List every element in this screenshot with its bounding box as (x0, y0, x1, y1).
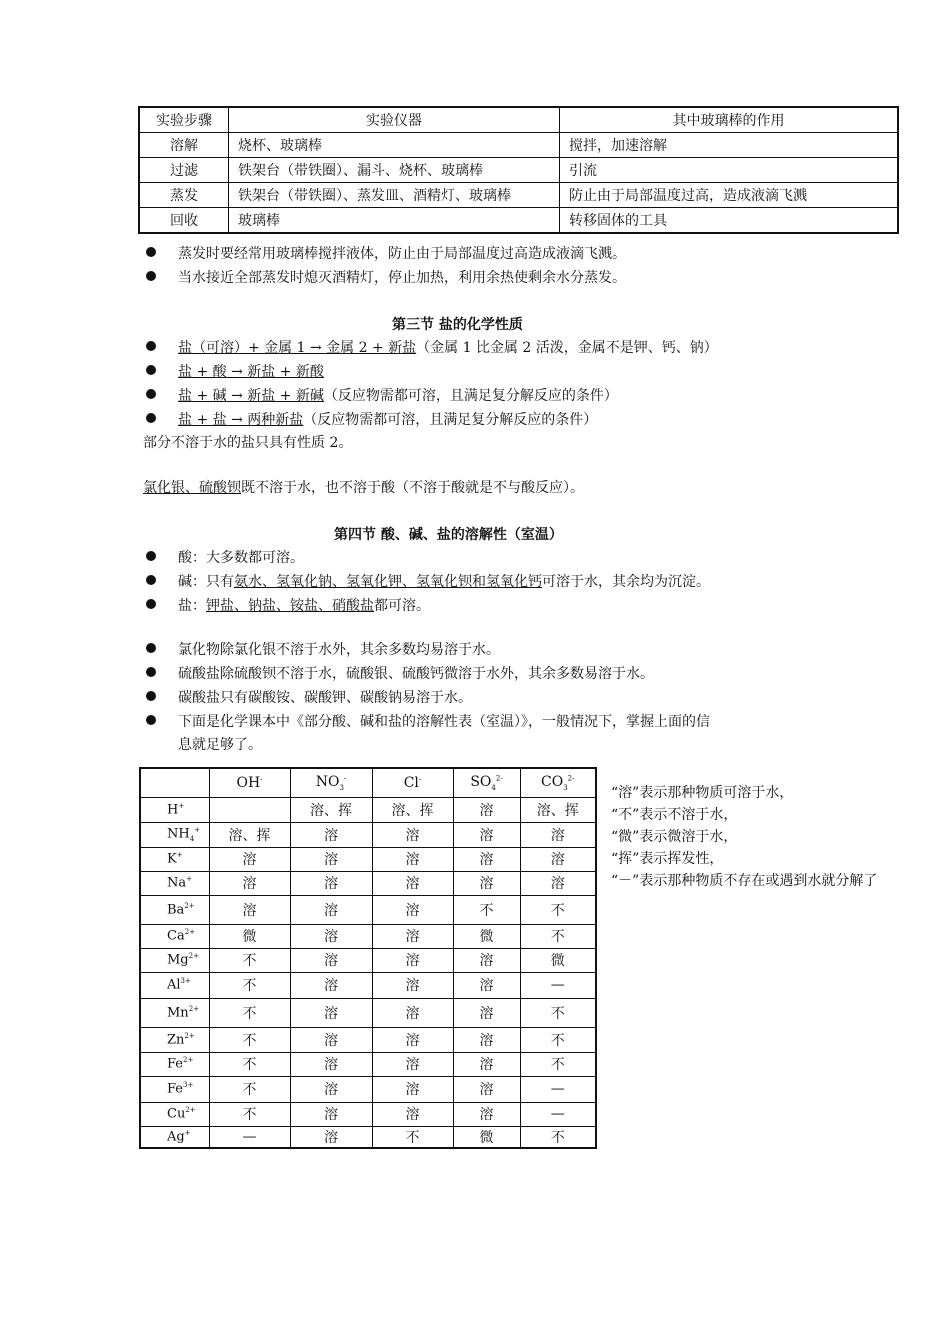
ion-symbol: NH (167, 826, 190, 842)
ion-charge: 2- (495, 774, 503, 783)
bullet-icon (146, 271, 156, 281)
role-cell: 引流 (560, 158, 899, 183)
bullet-item: 碳酸盐只有碳酸铵、碳酸钾、碳酸钠易溶于水。 (146, 688, 472, 708)
ion-symbol: Mn (167, 1005, 189, 1021)
solubility-cell: 溶 (372, 871, 453, 895)
ion-symbol: CO (541, 773, 564, 790)
solubility-cell: 溶 (372, 1027, 453, 1052)
solubility-cell: 溶 (290, 1126, 372, 1148)
cation-header (140, 948, 209, 972)
table-row (139, 208, 898, 234)
solubility-cell: 溶 (209, 847, 290, 871)
role-cell: 搅拌，加速溶解 (560, 133, 899, 158)
ion-charge: 2+ (184, 1031, 195, 1040)
step-cell: 蒸发 (139, 183, 229, 208)
solubility-cell: 微 (453, 1126, 520, 1148)
anion-header (290, 768, 372, 797)
role-cell: 防止由于局部温度过高，造成液滴飞溅 (560, 183, 899, 208)
solubility-cell: 溶 (372, 924, 453, 948)
solubility-cell: 溶 (290, 924, 372, 948)
solubility-cell: 溶 (453, 847, 520, 871)
ion-charge: - (260, 775, 263, 784)
equipment-cell: 烧杯、玻璃棒 (229, 133, 560, 158)
solubility-cell: 溶 (372, 972, 453, 998)
ion-charge: + (178, 801, 185, 810)
bullet-icon (146, 389, 156, 399)
bullet-item: 盐：钾盐、钠盐、铵盐、硝酸盐都可溶。 (146, 596, 430, 616)
solubility-cell (209, 797, 290, 822)
solubility-cell: 溶 (290, 1102, 372, 1126)
solubility-cell: 溶 (453, 1052, 520, 1076)
ion-charge: 2+ (188, 952, 199, 961)
solubility-cell: 溶 (453, 948, 520, 972)
solubility-cell: 溶 (453, 972, 520, 998)
solubility-cell: 不 (209, 998, 290, 1027)
equipment-cell: 玻璃棒 (229, 208, 560, 234)
solubility-cell: 溶 (453, 1076, 520, 1102)
solubility-cell: 溶 (372, 1052, 453, 1076)
ion-charge: 3+ (180, 977, 191, 986)
solubility-cell: 溶 (453, 998, 520, 1027)
solubility-cell: 溶 (520, 871, 596, 895)
solubility-cell: 溶 (290, 871, 372, 895)
ion-charge: + (176, 851, 183, 860)
solubility-cell: 溶 (372, 1076, 453, 1102)
table-row (139, 183, 898, 208)
ion-charge: - (418, 775, 422, 784)
ion-symbol: NO (315, 773, 340, 790)
solubility-cell: 溶、挥 (290, 797, 372, 822)
anion-header (372, 768, 453, 797)
solubility-cell: 溶 (372, 1102, 453, 1126)
table-row (140, 998, 596, 1027)
solubility-cell: 溶 (453, 1102, 520, 1126)
bullet-icon (146, 643, 156, 653)
ion-symbol: Ca (167, 928, 185, 944)
ion-charge: 2+ (184, 901, 195, 910)
table-row (140, 895, 596, 924)
solubility-cell: 不 (520, 1052, 596, 1076)
legend-item: “溶”表示那种物质可溶于水， (611, 785, 794, 801)
solubility-cell: 微 (520, 948, 596, 972)
solubility-cell: — (209, 1126, 290, 1148)
ion-charge: 3+ (183, 1081, 194, 1090)
solubility-cell: 溶 (520, 822, 596, 847)
cation-header (140, 1126, 209, 1148)
anion-header-row (140, 768, 596, 797)
solubility-cell: 溶、挥 (209, 822, 290, 847)
bullet-icon (146, 413, 156, 423)
solubility-cell: 溶 (372, 998, 453, 1027)
table-row (140, 1052, 596, 1076)
solubility-cell: 不 (209, 1052, 290, 1076)
solubility-cell: 不 (520, 924, 596, 948)
ion-charge: 2+ (183, 1056, 194, 1065)
table-row (140, 1102, 596, 1126)
step-cell: 过滤 (139, 158, 229, 183)
table-row (139, 158, 898, 183)
note-text: 氯化银、硫酸钡既不溶于水，也不溶于酸（不溶于酸就是不与酸反应）。 (143, 480, 584, 496)
solubility-cell: 溶 (372, 895, 453, 924)
corner-cell (140, 768, 209, 797)
bullet-item: 盐 + 盐 → 两种新盐（反应物需都可溶，且满足复分解反应的条件） (146, 410, 597, 430)
solubility-cell: 溶 (290, 1027, 372, 1052)
anion-header (453, 768, 520, 797)
table-row (140, 924, 596, 948)
ion-subscript: 4 (491, 783, 496, 792)
cation-header (140, 895, 209, 924)
legend-item: “不”表示不溶于水， (611, 807, 738, 823)
ion-symbol: Al (167, 977, 181, 993)
solubility-cell: 溶 (209, 871, 290, 895)
cation-header (140, 797, 209, 822)
solubility-cell: 溶 (520, 847, 596, 871)
ion-symbol: Ag (167, 1129, 185, 1145)
bullet-icon (146, 247, 156, 257)
table-row (140, 972, 596, 998)
ion-charge: + (184, 1128, 191, 1137)
equipment-cell: 铁架台（带铁圈）、蒸发皿、酒精灯、玻璃棒 (229, 183, 560, 208)
ion-symbol: H (167, 802, 179, 818)
ion-symbol: Fe (167, 1056, 184, 1072)
solubility-cell: 溶 (290, 847, 372, 871)
table-row (140, 948, 596, 972)
solubility-cell: 不 (209, 948, 290, 972)
solubility-cell: 不 (520, 895, 596, 924)
table-row (139, 133, 898, 158)
ion-charge: 2+ (184, 928, 196, 937)
solubility-cell: 溶 (453, 871, 520, 895)
solubility-cell: 微 (453, 924, 520, 948)
ion-charge: 2+ (188, 1004, 200, 1013)
solubility-cell: 不 (520, 1027, 596, 1052)
cation-header (140, 998, 209, 1027)
table-row (140, 847, 596, 871)
legend-item: “－”表示那种物质不存在或遇到水就分解了 (611, 873, 878, 889)
legend (611, 782, 877, 892)
cation-header (140, 1052, 209, 1076)
ion-subscript: 3 (339, 783, 344, 792)
ion-charge: - (343, 774, 347, 783)
cation-header (140, 871, 209, 895)
solubility-cell: 不 (209, 1102, 290, 1126)
equipment-cell: 铁架台（带铁圈）、漏斗、烧杯、玻璃棒 (229, 158, 560, 183)
ion-charge: + (194, 826, 201, 835)
solubility-cell: 溶 (453, 797, 520, 822)
bullet-item: 酸：大多数都可溶。 (146, 548, 304, 568)
continuation-text: 息就足够了。 (178, 737, 262, 753)
bullet-note: 蒸发时要经常用玻璃棒搅拌液体，防止由于局部温度过高造成液滴飞溅。 (146, 244, 626, 264)
bullet-item: 盐 + 碱 → 新盐 + 新碱（反应物需都可溶，且满足复分解反应的条件） (146, 386, 618, 406)
solubility-cell: 溶 (372, 847, 453, 871)
bullet-icon (146, 667, 156, 677)
anion-header (520, 768, 596, 797)
cation-header (140, 847, 209, 871)
ion-symbol: SO (470, 773, 492, 790)
note-text: 部分不溶于水的盐只具有性质 2。 (143, 435, 353, 451)
solubility-cell: — (520, 972, 596, 998)
ion-subscript: 4 (189, 834, 195, 843)
ion-symbol: Fe (167, 1081, 184, 1097)
cation-header (140, 1102, 209, 1126)
ion-symbol: Ba (167, 902, 185, 918)
experiment-table (138, 106, 899, 234)
cation-header (140, 1076, 209, 1102)
table-row (140, 1076, 596, 1102)
solubility-cell: 不 (453, 895, 520, 924)
column-header: 实验仪器 (229, 107, 560, 133)
column-header: 其中玻璃棒的作用 (560, 107, 899, 133)
legend-item: “微”表示微溶于水， (611, 829, 738, 845)
anion-header (209, 768, 290, 797)
solubility-cell: 溶 (290, 1052, 372, 1076)
bullet-icon (146, 575, 156, 585)
cation-header (140, 924, 209, 948)
table-row (140, 871, 596, 895)
section-title: 第三节 盐的化学性质 (392, 317, 523, 333)
ion-symbol: Na (167, 875, 187, 891)
ion-symbol: Zn (167, 1032, 185, 1048)
bullet-item: 碱：只有氨水、氢氧化钠、氢氧化钾、氢氧化钡和氢氧化钙可溶于水，其余均为沉淀。 (146, 572, 710, 592)
step-cell: 溶解 (139, 133, 229, 158)
ion-charge: 2- (567, 774, 575, 783)
legend-item: “挥”表示挥发性， (611, 851, 724, 867)
solubility-cell: 溶 (290, 822, 372, 847)
table-row (140, 1027, 596, 1052)
bullet-icon (146, 365, 156, 375)
solubility-table (139, 767, 597, 1149)
ion-subscript: 3 (563, 783, 568, 792)
solubility-cell: 溶、挥 (520, 797, 596, 822)
bullet-icon (146, 715, 156, 725)
ion-symbol: OH (236, 774, 261, 791)
solubility-cell: 溶 (372, 948, 453, 972)
solubility-cell: 溶、挥 (372, 797, 453, 822)
solubility-cell: 不 (209, 1076, 290, 1102)
solubility-cell: 溶 (290, 895, 372, 924)
ion-charge: + (186, 875, 193, 884)
solubility-cell: — (520, 1076, 596, 1102)
solubility-cell: 溶 (290, 998, 372, 1027)
solubility-cell: — (520, 1102, 596, 1126)
ion-symbol: Mg (167, 952, 189, 968)
bullet-item: 盐（可溶）+ 金属 1 → 金属 2 + 新盐（金属 1 比金属 2 活泼，金属不是钾、钙、钠） (146, 338, 718, 358)
role-cell: 转移固体的工具 (560, 208, 899, 234)
solubility-cell: 溶 (453, 822, 520, 847)
step-cell: 回收 (139, 208, 229, 234)
cation-header (140, 822, 209, 847)
bullet-icon (146, 341, 156, 351)
bullet-icon (146, 691, 156, 701)
bullet-item: 硫酸盐除硫酸钡不溶于水，硫酸银、硫酸钙微溶于水外，其余多数易溶于水。 (146, 664, 654, 684)
solubility-cell: 微 (209, 924, 290, 948)
section-title: 第四节 酸、碱、盐的溶解性（室温） (334, 527, 563, 543)
table-row (140, 822, 596, 847)
bullet-item: 氯化物除氯化银不溶于水外，其余多数均易溶于水。 (146, 640, 500, 660)
ion-symbol: K (167, 851, 177, 867)
cation-header (140, 972, 209, 998)
solubility-cell: 不 (209, 1027, 290, 1052)
solubility-cell: 溶 (290, 948, 372, 972)
bullet-icon (146, 551, 156, 561)
solubility-cell: 不 (372, 1126, 453, 1148)
solubility-cell: 不 (520, 1126, 596, 1148)
bullet-icon (146, 599, 156, 609)
bullet-item: 下面是化学课本中《部分酸、碱和盐的溶解性表（室温）》，一般情况下，掌握上面的信 (146, 712, 710, 732)
bullet-note: 当水接近全部蒸发时熄灭酒精灯，停止加热，利用余热使剩余水分蒸发。 (146, 268, 626, 288)
ion-symbol: Cl (403, 774, 419, 791)
solubility-cell: 不 (209, 972, 290, 998)
solubility-cell: 溶 (290, 1076, 372, 1102)
solubility-cell: 溶 (453, 1027, 520, 1052)
solubility-cell: 溶 (209, 895, 290, 924)
ion-charge: 2+ (185, 1106, 196, 1115)
table-row (140, 1126, 596, 1148)
solubility-cell: 溶 (290, 972, 372, 998)
ion-symbol: Cu (167, 1106, 186, 1122)
table-header-row (139, 107, 898, 133)
solubility-cell: 不 (520, 998, 596, 1027)
table-row (140, 797, 596, 822)
bullet-item: 盐 + 酸 → 新盐 + 新酸 (146, 362, 324, 382)
column-header: 实验步骤 (139, 107, 229, 133)
solubility-cell: 溶 (372, 822, 453, 847)
cation-header (140, 1027, 209, 1052)
